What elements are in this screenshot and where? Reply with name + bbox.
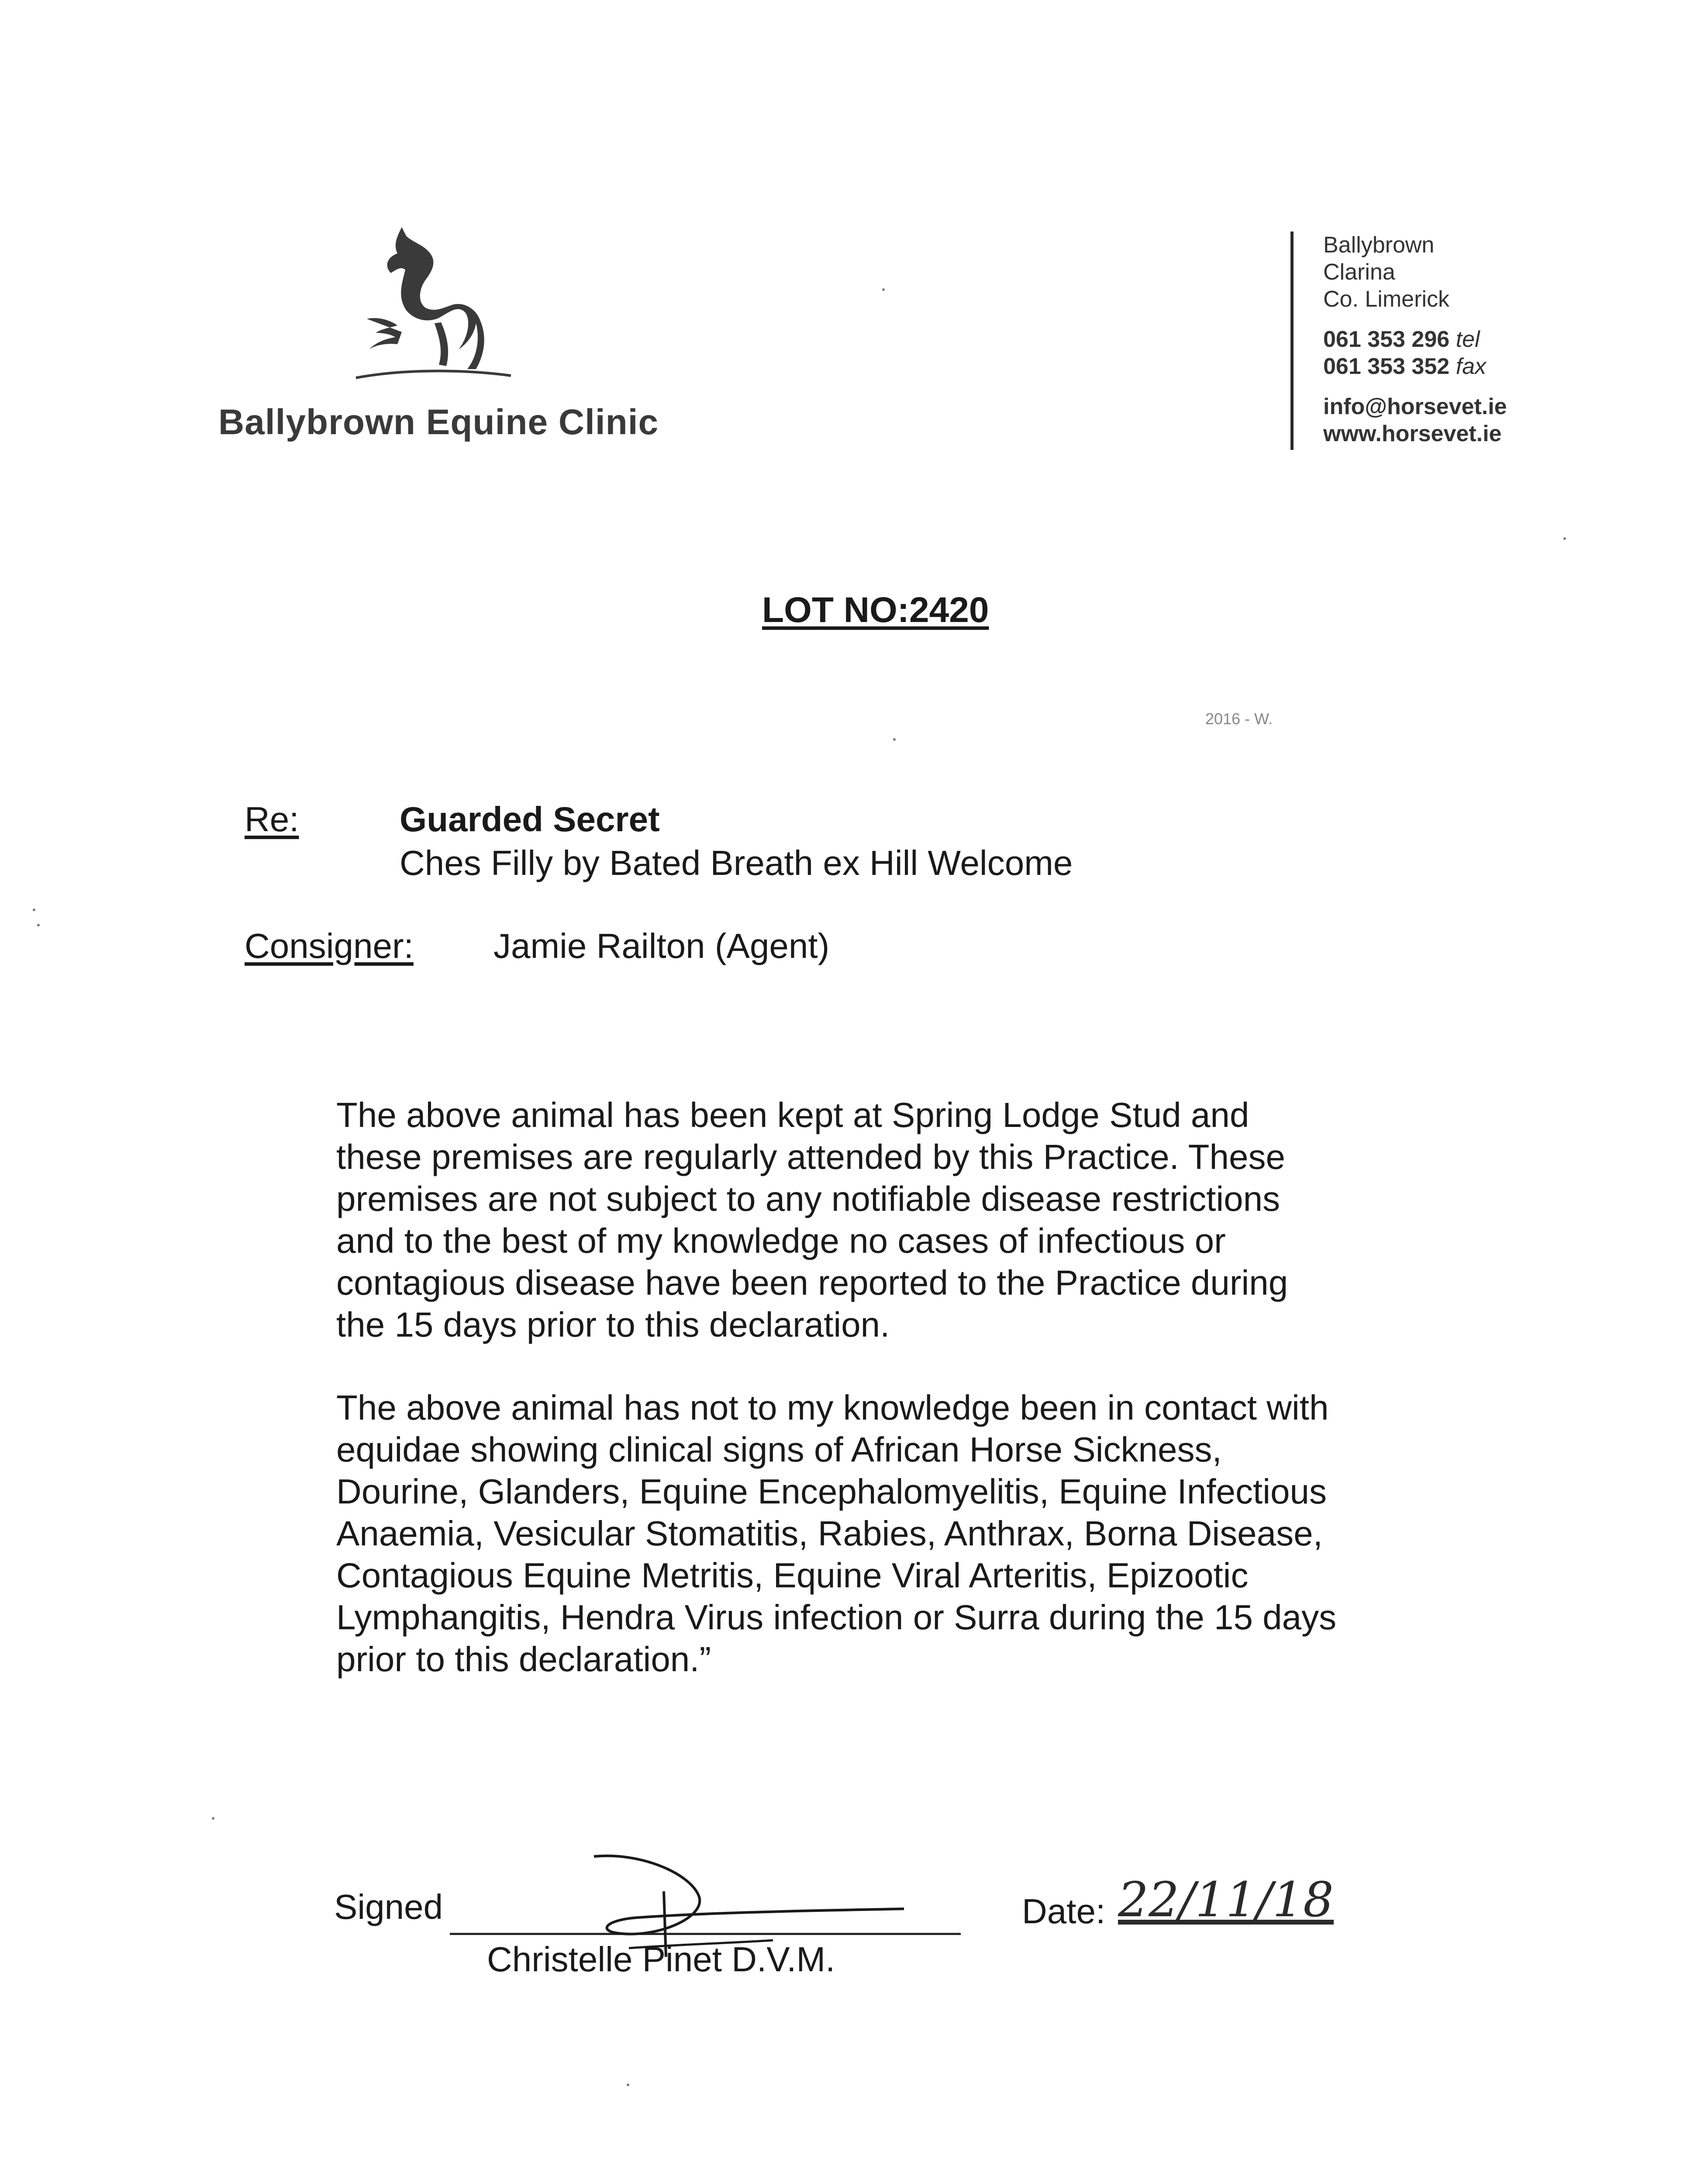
consignor-value: Jamie Railton (Agent) [493,926,830,965]
signed-label: Signed [334,1887,443,1926]
scan-speck [893,738,896,741]
contact-block [1323,232,1507,447]
address-line-2: Clarina [1323,259,1395,285]
fax-number: 061 353 352 [1323,354,1450,379]
signer-name: Christelle Pinet D.V.M. [487,1940,835,1979]
scan-speck [882,288,885,291]
consignor-label: Consigner: [245,926,414,965]
website: www.horsevet.ie [1323,421,1502,446]
date-value: 22/11/18 [1118,1872,1334,1928]
scan-speck [33,909,35,911]
lot-number: LOT NO:2420 [762,590,989,630]
horse-description: Ches Filly by Bated Breath ex Hill Welcome [400,843,1073,882]
tel-label: tel [1456,327,1480,352]
declaration-paragraph-1: The above animal has been kept at Spring Lodge Stud and these premises are regularly attended by this Practice. These premises are not subject to any notifiable disease restrictions and to the best of my knowledge no cases of infectious or contagious disease have been reported to the Practice during the 15 days prior to this declaration. [336,1095,1288,1344]
declaration-paragraph-2: The above animal has not to my knowledge been in contact with equidae showing clinical signs of African Horse Sickness, Dourine, Glanders, Equine Encephalomyelitis, Equine Infectious Anaemia, Vesicular Stomatitis, Rabies, Anthrax, Borna Disease, Contagious Equine Metritis, Equine Viral Arteritis, Epizootic Lymphangitis, Hendra Virus infection or Surra during the 15 days prior to this declaration.” [336,1388,1337,1679]
scan-speck [627,2084,629,2086]
scan-mark: 2016 - W. [1205,710,1273,728]
re-label: Re: [245,800,299,839]
tel-number: 061 353 296 [1323,327,1450,352]
horse-name: Guarded Secret [400,800,660,839]
email: info@horsevet.ie [1323,394,1507,419]
tel-line [1323,326,1507,353]
scan-speck [37,924,40,926]
scan-speck [212,1817,214,1820]
fax-label: fax [1456,354,1487,379]
date-label: Date: [1022,1892,1106,1931]
address-line-1: Ballybrown [1323,232,1435,258]
rearing-horse-logo-icon [349,218,515,393]
address-line-3: Co. Limerick [1323,287,1449,312]
clinic-name: Ballybrown Equine Clinic [218,402,659,442]
contact-divider [1290,232,1294,450]
fax-line [1323,353,1507,380]
scan-speck [1563,537,1566,540]
